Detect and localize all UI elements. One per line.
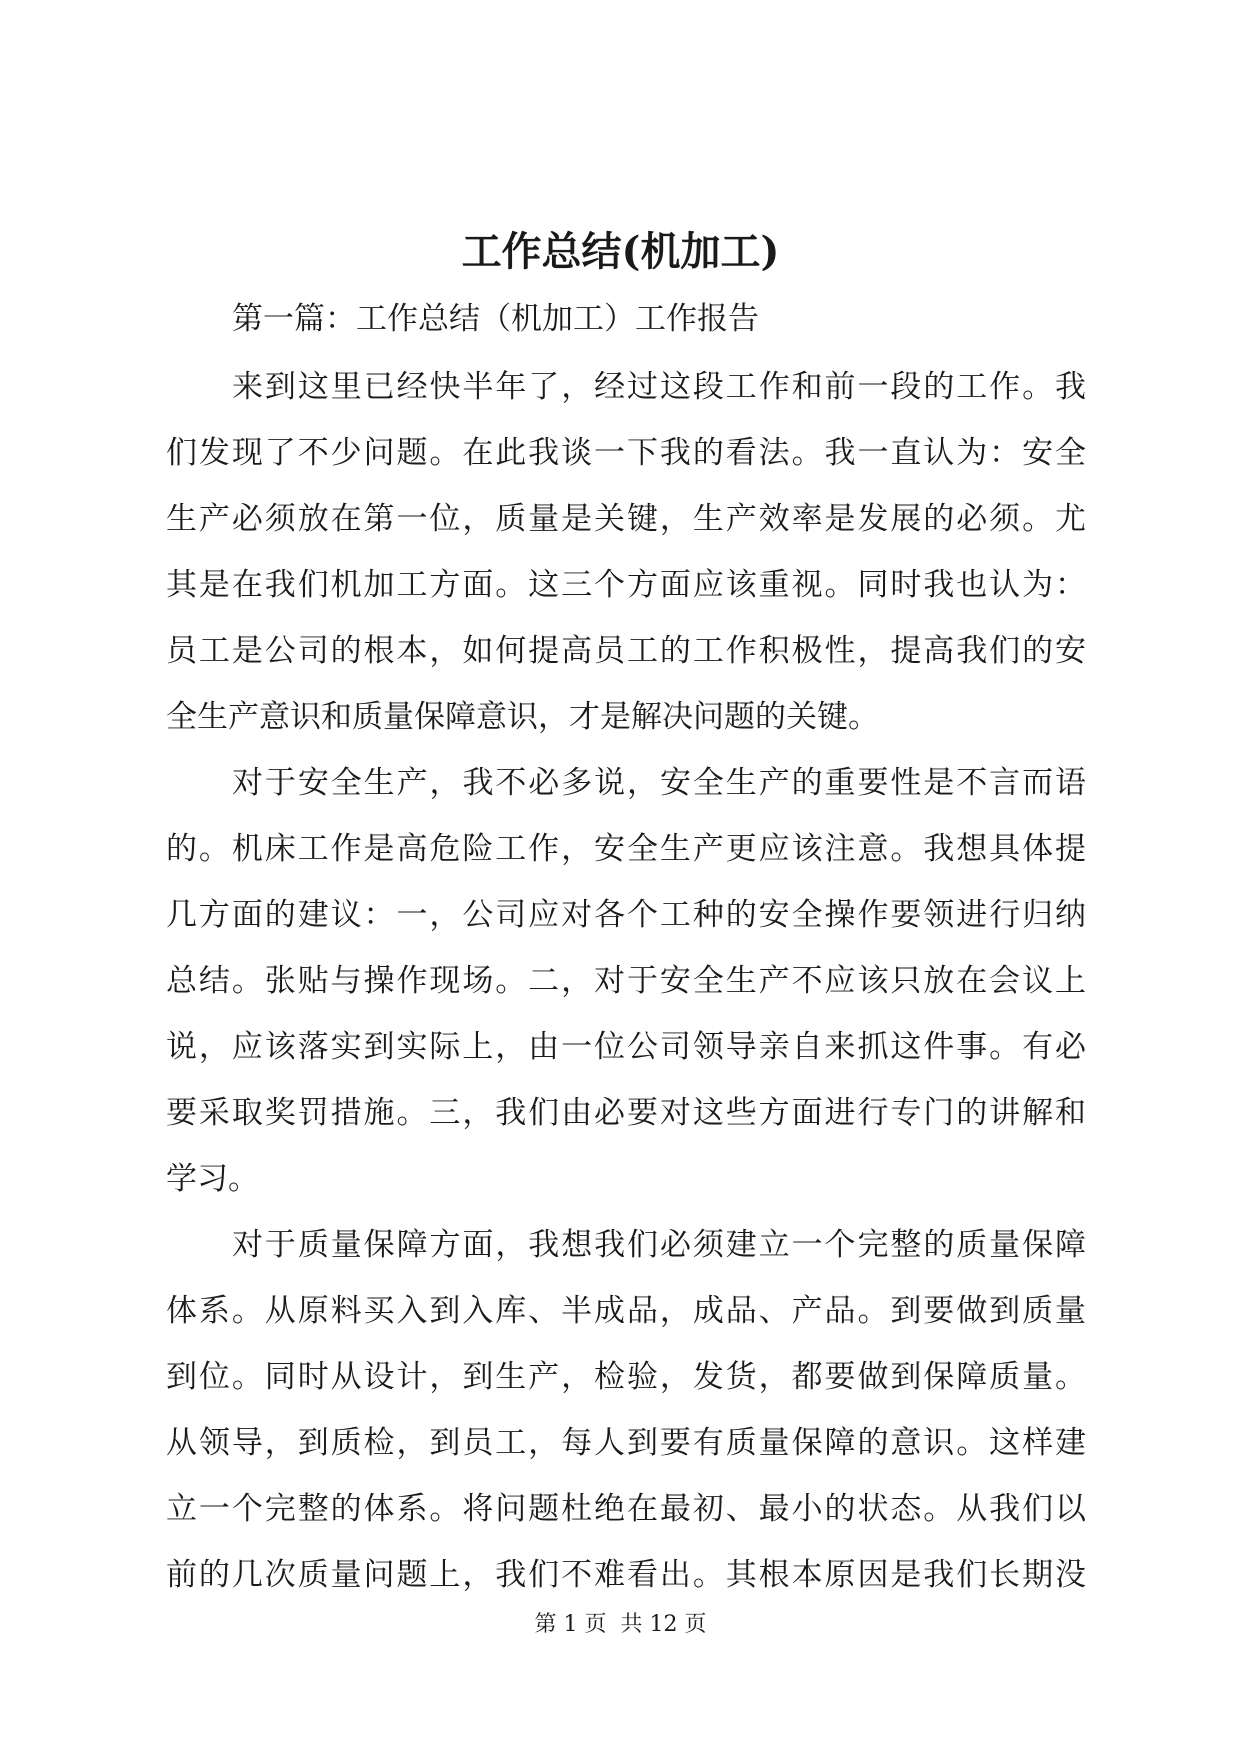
text-line: 学习。	[166, 1161, 259, 1197]
text-line: 全生产意识和质量保障意识，才是解决问题的关键。	[166, 699, 879, 735]
document-body	[166, 354, 1086, 1608]
text-line: 体系。从原料买入到入库、半成品，成品、产品。到要做到质量	[166, 1293, 1086, 1329]
document-subtitle: 第一篇：工作总结（机加工）工作报告	[232, 301, 759, 337]
text-line: 到位。同时从设计，到生产，检验，发货，都要做到保障质量。	[166, 1359, 1086, 1395]
text-line: 几方面的建议：一，公司应对各个工种的安全操作要领进行归纳	[166, 897, 1086, 933]
document-title: 工作总结(机加工)	[461, 228, 780, 275]
text-line: 总结。张贴与操作现场。二，对于安全生产不应该只放在会议上	[166, 963, 1086, 999]
page-footer: 第 1 页 共 12 页	[534, 1612, 707, 1637]
text-line: 的。机床工作是高危险工作，安全生产更应该注意。我想具体提	[166, 831, 1086, 867]
text-line: 对于质量保障方面，我想我们必须建立一个完整的质量保障	[232, 1227, 1086, 1263]
text-line: 员工是公司的根本，如何提高员工的工作积极性，提高我们的安	[166, 633, 1086, 669]
paragraph-2	[166, 750, 1086, 1212]
text-line: 其是在我们机加工方面。这三个方面应该重视。同时我也认为：	[166, 567, 1086, 603]
text-line: 生产必须放在第一位，质量是关键，生产效率是发展的必须。尤	[166, 501, 1086, 537]
paragraph-3	[166, 1212, 1086, 1608]
text-line: 们发现了不少问题。在此我谈一下我的看法。我一直认为：安全	[166, 435, 1086, 471]
text-line: 对于安全生产，我不必多说，安全生产的重要性是不言而语	[232, 765, 1086, 801]
text-line: 从领导，到质检，到员工，每人到要有质量保障的意识。这样建	[166, 1425, 1086, 1461]
text-line: 前的几次质量问题上，我们不难看出。其根本原因是我们长期没	[166, 1557, 1086, 1593]
text-line: 要采取奖罚措施。三，我们由必要对这些方面进行专门的讲解和	[166, 1095, 1086, 1131]
paragraph-1	[166, 354, 1086, 750]
text-line: 说，应该落实到实际上，由一位公司领导亲自来抓这件事。有必	[166, 1029, 1086, 1065]
text-line: 立一个完整的体系。将问题杜绝在最初、最小的状态。从我们以	[166, 1491, 1086, 1527]
text-line: 来到这里已经快半年了，经过这段工作和前一段的工作。我	[232, 369, 1086, 405]
